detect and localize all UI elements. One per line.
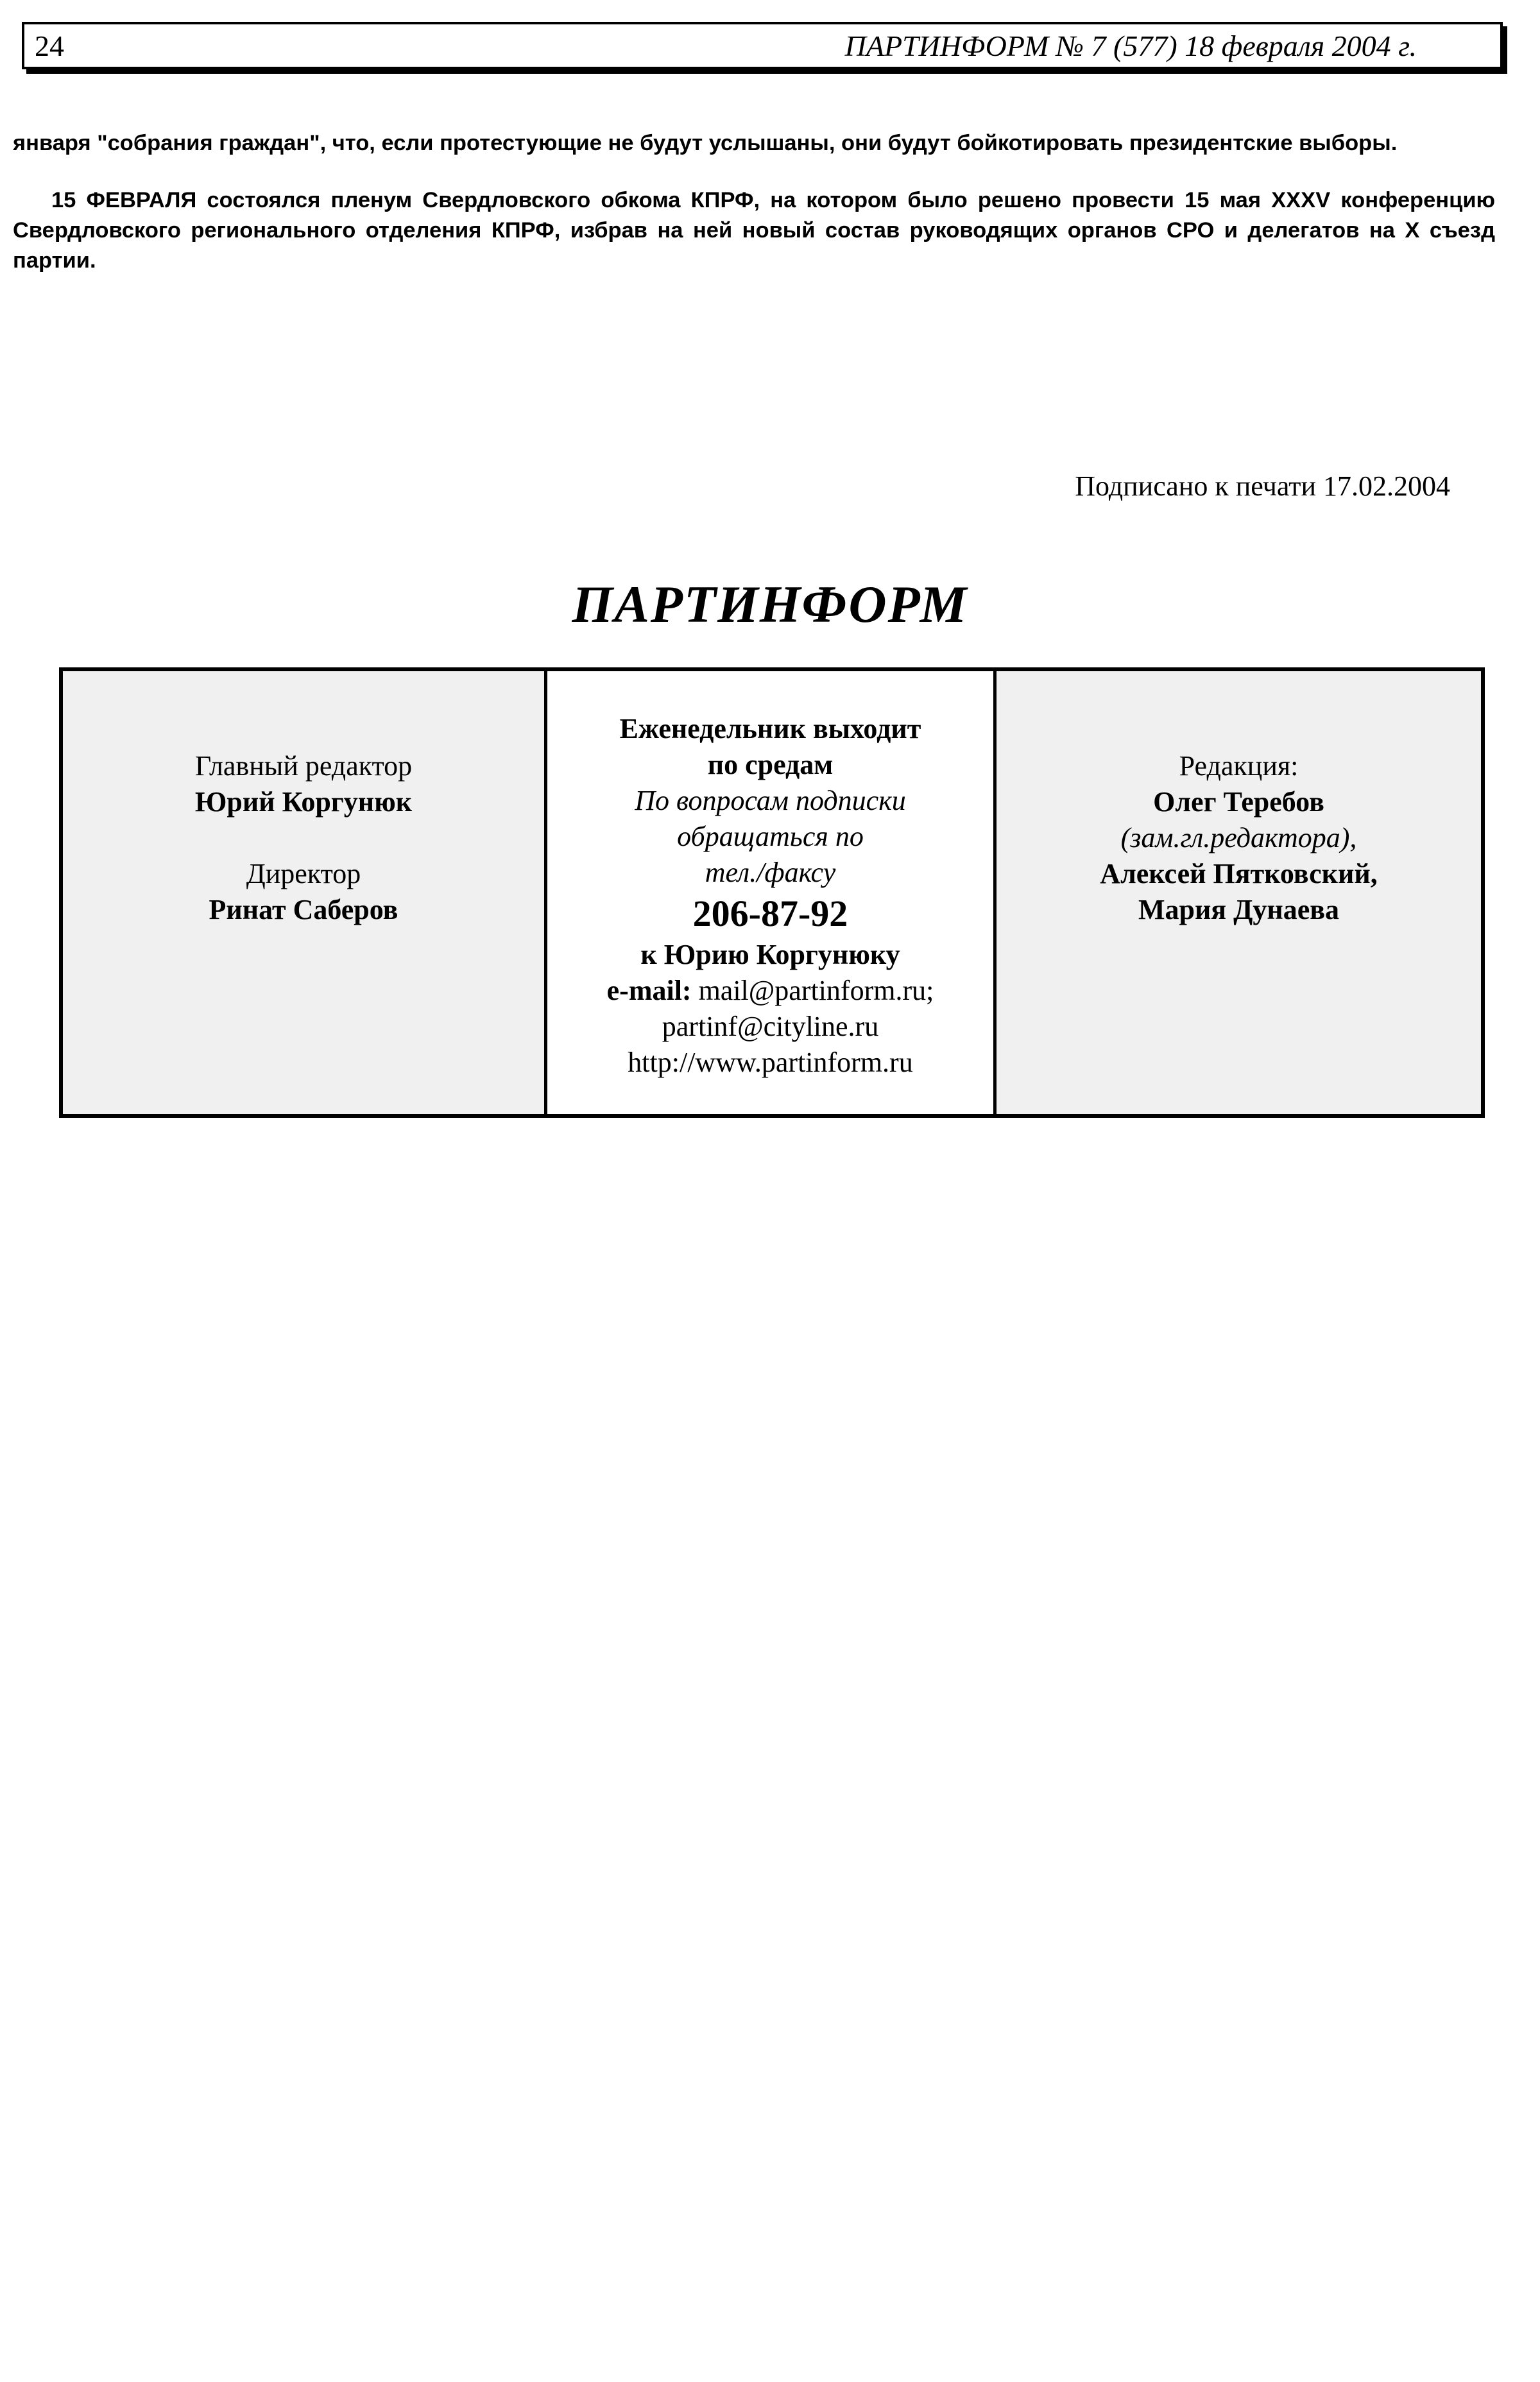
subscription-line-3: тел./факсу — [705, 857, 836, 888]
subscription-line-1: По вопросам подписки — [635, 785, 906, 816]
email-1: mail@partinform.ru; — [698, 975, 934, 1006]
signed-date: Подписано к печати 17.02.2004 — [1075, 470, 1450, 502]
page-header — [22, 22, 1503, 69]
chief-editor-label: Главный редактор — [194, 750, 413, 782]
article-text — [13, 128, 1495, 303]
page-number: 24 — [35, 30, 64, 62]
chief-editor-name: Юрий Коргунюк — [194, 786, 413, 818]
editor-name-3: Мария Дунаева — [1138, 894, 1340, 925]
email-label: e-mail: — [606, 975, 692, 1006]
subscription-line-2: обращаться по — [677, 821, 864, 852]
editor-role-1: (зам.гл.редактора), — [1120, 822, 1357, 853]
contact-person: к Юрию Коргунюку — [640, 939, 900, 970]
paragraph-2: 15 ФЕВРАЛЯ состоялся пленум Свердловского обкома КПРФ, на котором было решено провести 15 мая XXXV конференцию Свердловского регионального отделения КПРФ, избрав на ней новый состав руководящих органов СРО и делегатов на X съезд партии. — [13, 188, 1495, 273]
website: http://www.partinform.ru — [628, 1047, 913, 1078]
masthead-middle-column — [547, 671, 997, 1114]
email-line-1 — [547, 973, 993, 1009]
masthead-left-column — [63, 671, 547, 1114]
weekly-line-2: по средам — [707, 749, 834, 780]
email-2: partinf@cityline.ru — [662, 1011, 879, 1042]
masthead-title: ПАРТИНФОРМ — [572, 575, 968, 633]
masthead-right-column — [997, 671, 1481, 1114]
editor-name-1: Олег Теребов — [1153, 786, 1324, 818]
director-label: Директор — [246, 858, 361, 889]
phone-number: 206-87-92 — [692, 893, 848, 934]
weekly-line-1: Еженедельник выходит — [619, 713, 921, 744]
editorial-label: Редакция: — [1179, 750, 1299, 782]
paragraph-1: января "собрания граждан", что, если протестующие не будут услышаны, они будут бойкотировать президентские выборы. — [13, 131, 1398, 155]
editor-name-2: Алексей Пятковский, — [1100, 858, 1378, 889]
issue-info: ПАРТИНФОРМ № 7 (577) 18 февраля 2004 г. — [844, 30, 1417, 62]
masthead-box — [59, 667, 1485, 1118]
director-name: Ринат Саберов — [209, 894, 398, 925]
